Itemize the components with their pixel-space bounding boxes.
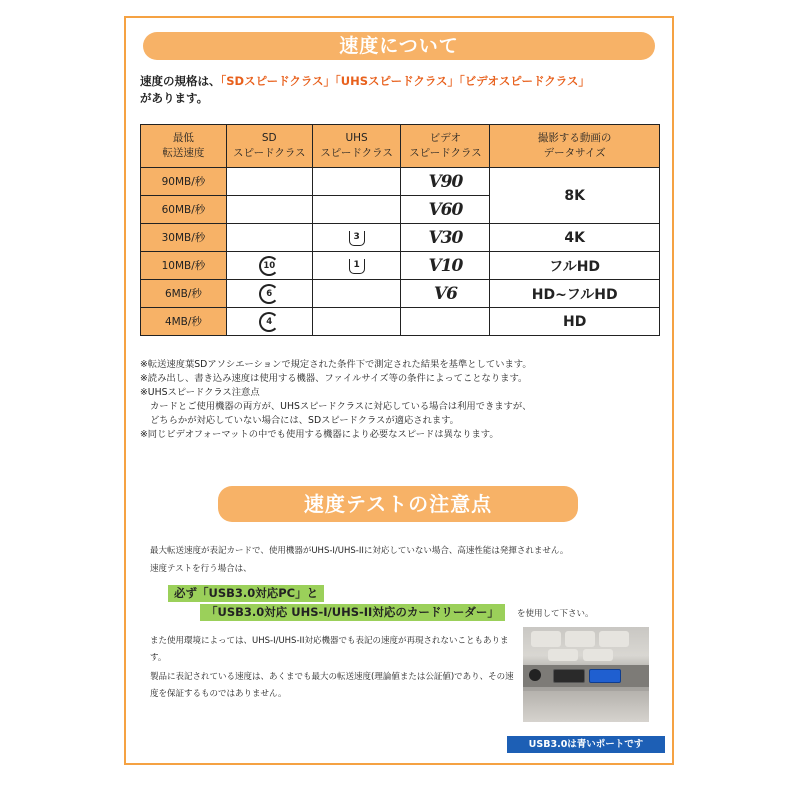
video-class-v90-icon: V90 bbox=[428, 171, 463, 192]
note-line: どちらかが対応していない場合には、SDスピードクラスが適応されます。 bbox=[150, 415, 459, 426]
note-line: ※転送速度葉SDアソシエーションで規定された条件下で測定された結果を基準としています。 bbox=[140, 359, 532, 370]
video-class-v10-icon: V10 bbox=[428, 255, 463, 276]
table-row bbox=[141, 280, 660, 308]
video-class-v6-icon: V6 bbox=[433, 283, 457, 304]
environment-note: また使用環境によっては、UHS-I/UHS-II対応機器でも表記の速度が再現されないこともあります。 bbox=[150, 636, 509, 663]
uhs-cell bbox=[312, 196, 401, 224]
test-note-line2: 速度テストを行う場合は、 bbox=[150, 564, 252, 574]
header-video: ビデオ スピードクラス bbox=[401, 125, 490, 168]
speed-class-table bbox=[140, 124, 660, 336]
uhs-cell bbox=[312, 168, 401, 196]
sd-cell bbox=[226, 252, 312, 280]
usb3-caption: USB3.0は青いポートです bbox=[507, 736, 665, 753]
note-line: ※読み出し、書き込み速度は使用する機器、ファイルサイズ等の条件によってことなります。 bbox=[140, 373, 528, 384]
usb2-port-icon bbox=[553, 669, 585, 683]
sd-cell bbox=[226, 224, 312, 252]
table-row bbox=[141, 308, 660, 336]
video-cell bbox=[401, 224, 490, 252]
section-title-speed-test: 速度テストの注意点 bbox=[218, 486, 578, 522]
speed-cell: 10MB/秒 bbox=[141, 252, 227, 280]
header-speed: 最低 転送速度 bbox=[141, 125, 227, 168]
requirement-card-reader: 「USB3.0対応 UHS-I/UHS-II対応のカードリーダー」 bbox=[200, 604, 505, 621]
header-size: 撮影する動画の データサイズ bbox=[490, 125, 660, 168]
header-uhs: UHS スピードクラス bbox=[312, 125, 401, 168]
video-class-v60-icon: V60 bbox=[428, 199, 463, 220]
requirement-suffix: を使用して下さい。 bbox=[517, 609, 594, 619]
uhs-cell bbox=[312, 280, 401, 308]
speed-cell: 30MB/秒 bbox=[141, 224, 227, 252]
size-cell: HD bbox=[490, 308, 660, 336]
uhs-cell bbox=[312, 252, 401, 280]
size-cell: 4K bbox=[490, 224, 660, 252]
header-sd: SD スピードクラス bbox=[226, 125, 312, 168]
note-line: ※UHSスピードクラス注意点 bbox=[140, 387, 260, 398]
section-title-speed: 速度について bbox=[143, 32, 655, 60]
table-row bbox=[141, 252, 660, 280]
video-cell bbox=[401, 196, 490, 224]
table-row bbox=[141, 168, 660, 196]
speed-cell: 60MB/秒 bbox=[141, 196, 227, 224]
audio-jack-icon bbox=[529, 669, 541, 681]
sd-cell bbox=[226, 280, 312, 308]
sd-cell bbox=[226, 196, 312, 224]
size-cell: HD~フルHD bbox=[490, 280, 660, 308]
intro-text: 速度の規格は、「SDスピードクラス」「UHSスピードクラス」「ビデオスピードクラス」 があります。 bbox=[140, 74, 590, 105]
usb3-port-icon bbox=[589, 669, 621, 683]
note-line: ※同じビデオフォーマットの中でも使用する機器により必要なスピードは異なります。 bbox=[140, 429, 499, 440]
uhs-class-3-icon: 3 bbox=[349, 231, 365, 246]
table-row bbox=[141, 224, 660, 252]
sd-class-10-icon: 10 bbox=[259, 256, 279, 276]
uhs-cell bbox=[312, 224, 401, 252]
table-header-row bbox=[141, 125, 660, 168]
sd-class-6-icon: 6 bbox=[259, 284, 279, 304]
notes bbox=[140, 358, 670, 442]
usb-port-photo bbox=[523, 627, 649, 722]
speed-cell: 90MB/秒 bbox=[141, 168, 227, 196]
sd-cell bbox=[226, 308, 312, 336]
video-cell bbox=[401, 168, 490, 196]
requirement-usb3-pc: 必ず「USB3.0対応PC」と bbox=[168, 585, 324, 602]
size-cell: フルHD bbox=[490, 252, 660, 280]
sd-cell bbox=[226, 168, 312, 196]
sd-class-4-icon: 4 bbox=[259, 312, 279, 332]
video-cell bbox=[401, 308, 490, 336]
intro-highlight: 「SDスピードクラス」「UHSスピードクラス」「ビデオスピードクラス」 bbox=[220, 74, 590, 88]
size-cell: 8K bbox=[490, 168, 660, 224]
video-cell bbox=[401, 280, 490, 308]
note-line: カードとご使用機器の両方が、UHSスピードクラスに対応している場合は利用できますが、 bbox=[150, 401, 532, 412]
speed-cell: 6MB/秒 bbox=[141, 280, 227, 308]
test-note-line1: 最大転送速度が表記カードで、使用機器がUHS-I/UHS-IIに対応していない場合、高速性能は発揮されません。 bbox=[150, 546, 569, 556]
video-cell bbox=[401, 252, 490, 280]
speed-cell: 4MB/秒 bbox=[141, 308, 227, 336]
video-class-v30-icon: V30 bbox=[428, 227, 463, 248]
speed-guarantee-note: 製品に表記されている速度は、あくまでも最大の転送速度(理論値または公証値)であり、その速度を保証するものではありません。 bbox=[150, 672, 514, 699]
uhs-cell bbox=[312, 308, 401, 336]
uhs-class-1-icon: 1 bbox=[349, 259, 365, 274]
